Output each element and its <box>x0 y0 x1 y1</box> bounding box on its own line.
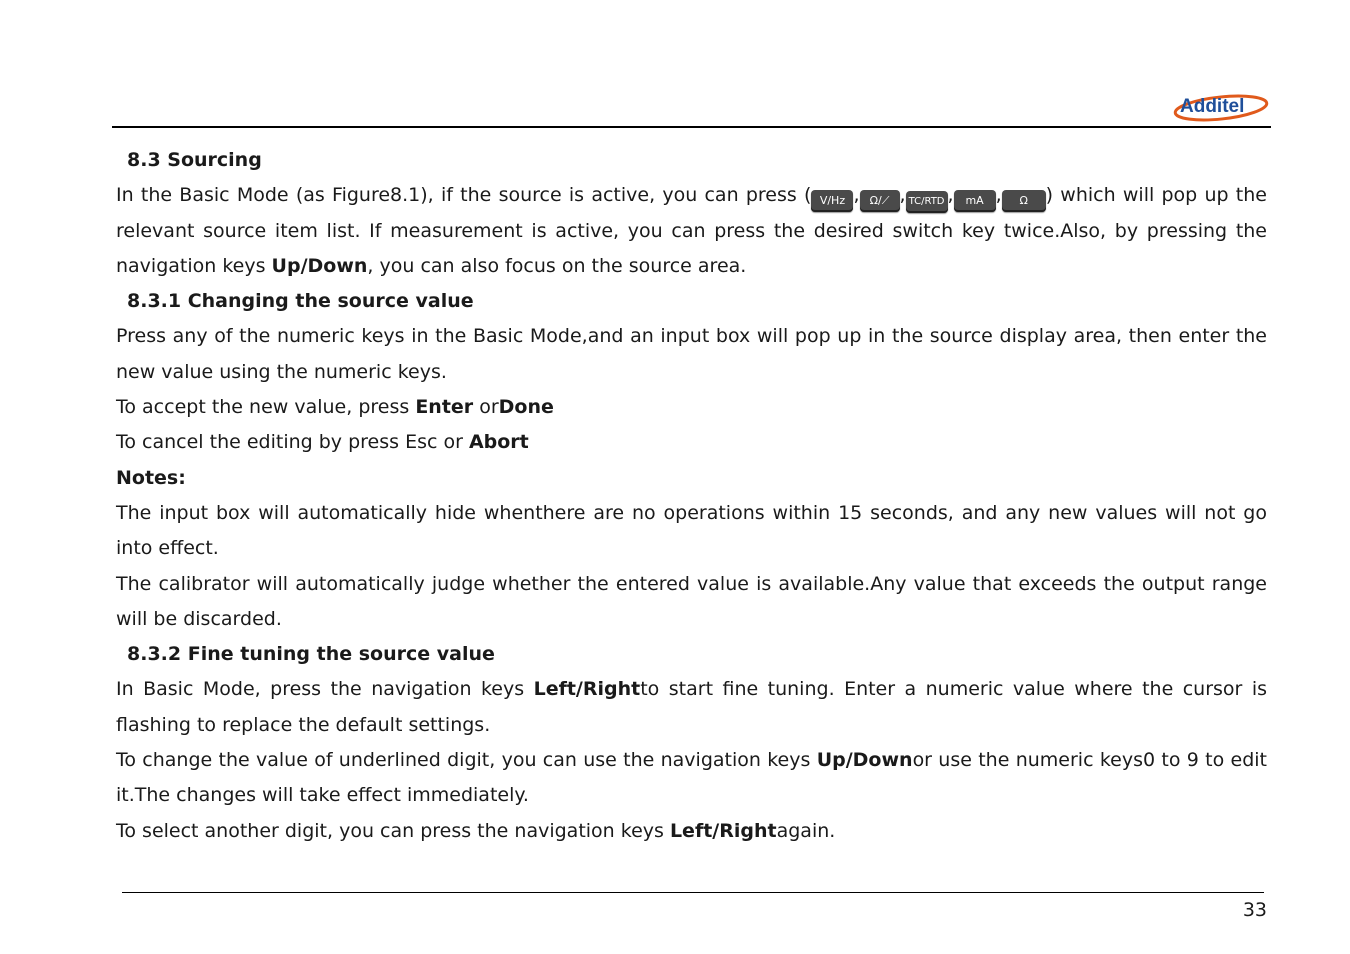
cancel-line: To cancel the editing by press Esc or Abort <box>116 431 529 454</box>
fine-tuning-paragraph-1: In Basic Mode, press the navigation keys Left/Rightto start fine tuning. Enter a numeric value where the cursor is flashing to replace the default settings. <box>116 678 1268 736</box>
loop-power-key-icon: Ω <box>1002 190 1046 212</box>
section-heading: 8.3 Sourcing <box>127 149 262 171</box>
fine-tuning-paragraph-2: To change the value of underlined digit, you can use the navigation keys Up/Downor use the numeric keys0 to 9 to edit it.The changes will take effect immediately. <box>116 749 1267 807</box>
accept-line: To accept the new value, press Enter orDone <box>116 396 554 419</box>
footer-rule <box>122 892 1264 893</box>
ma-key-icon: mA <box>954 190 996 212</box>
document-body <box>116 143 1267 849</box>
note-1: The input box will automatically hide whenthere are no operations within 15 seconds, and any new values will not go into effect. <box>116 501 1267 560</box>
section-intro: In the Basic Mode (as Figure8.1), if the source is active, you can press ( V/Hz , Ω/⟋ , TC/RTD , mA , Ω ) which will pop up the relevant source item list. If measurement is active, you can press the desired switch key twice.Also, by pressing the navigation keys Up/Down, you can also focus on the source area. <box>116 184 1267 277</box>
additel-logo <box>1172 88 1270 124</box>
vhz-key-icon: V/Hz <box>811 190 853 212</box>
logo-text: Additel <box>1180 96 1245 117</box>
tc-rtd-key-icon: TC/RTD <box>906 191 948 213</box>
subsection-heading-fine-tuning: 8.3.2 Fine tuning the source value <box>127 643 495 666</box>
page-number: 33 <box>1242 899 1267 921</box>
subsection-heading-changing: 8.3.1 Changing the source value <box>127 290 474 313</box>
ohm-switch-key-icon: Ω/⟋ <box>860 190 900 212</box>
note-2: The calibrator will automatically judge whether the entered value is available.Any value that exceeds the output range will be discarded. <box>116 572 1267 630</box>
notes-heading: Notes: <box>116 466 186 489</box>
header-rule <box>112 126 1271 128</box>
fine-tuning-paragraph-3: To select another digit, you can press the navigation keys Left/Rightagain. <box>116 819 836 842</box>
changing-paragraph: Press any of the numeric keys in the Basic Mode,and an input box will pop up in the source display area, then enter the new value using the numeric keys. <box>116 325 1267 383</box>
